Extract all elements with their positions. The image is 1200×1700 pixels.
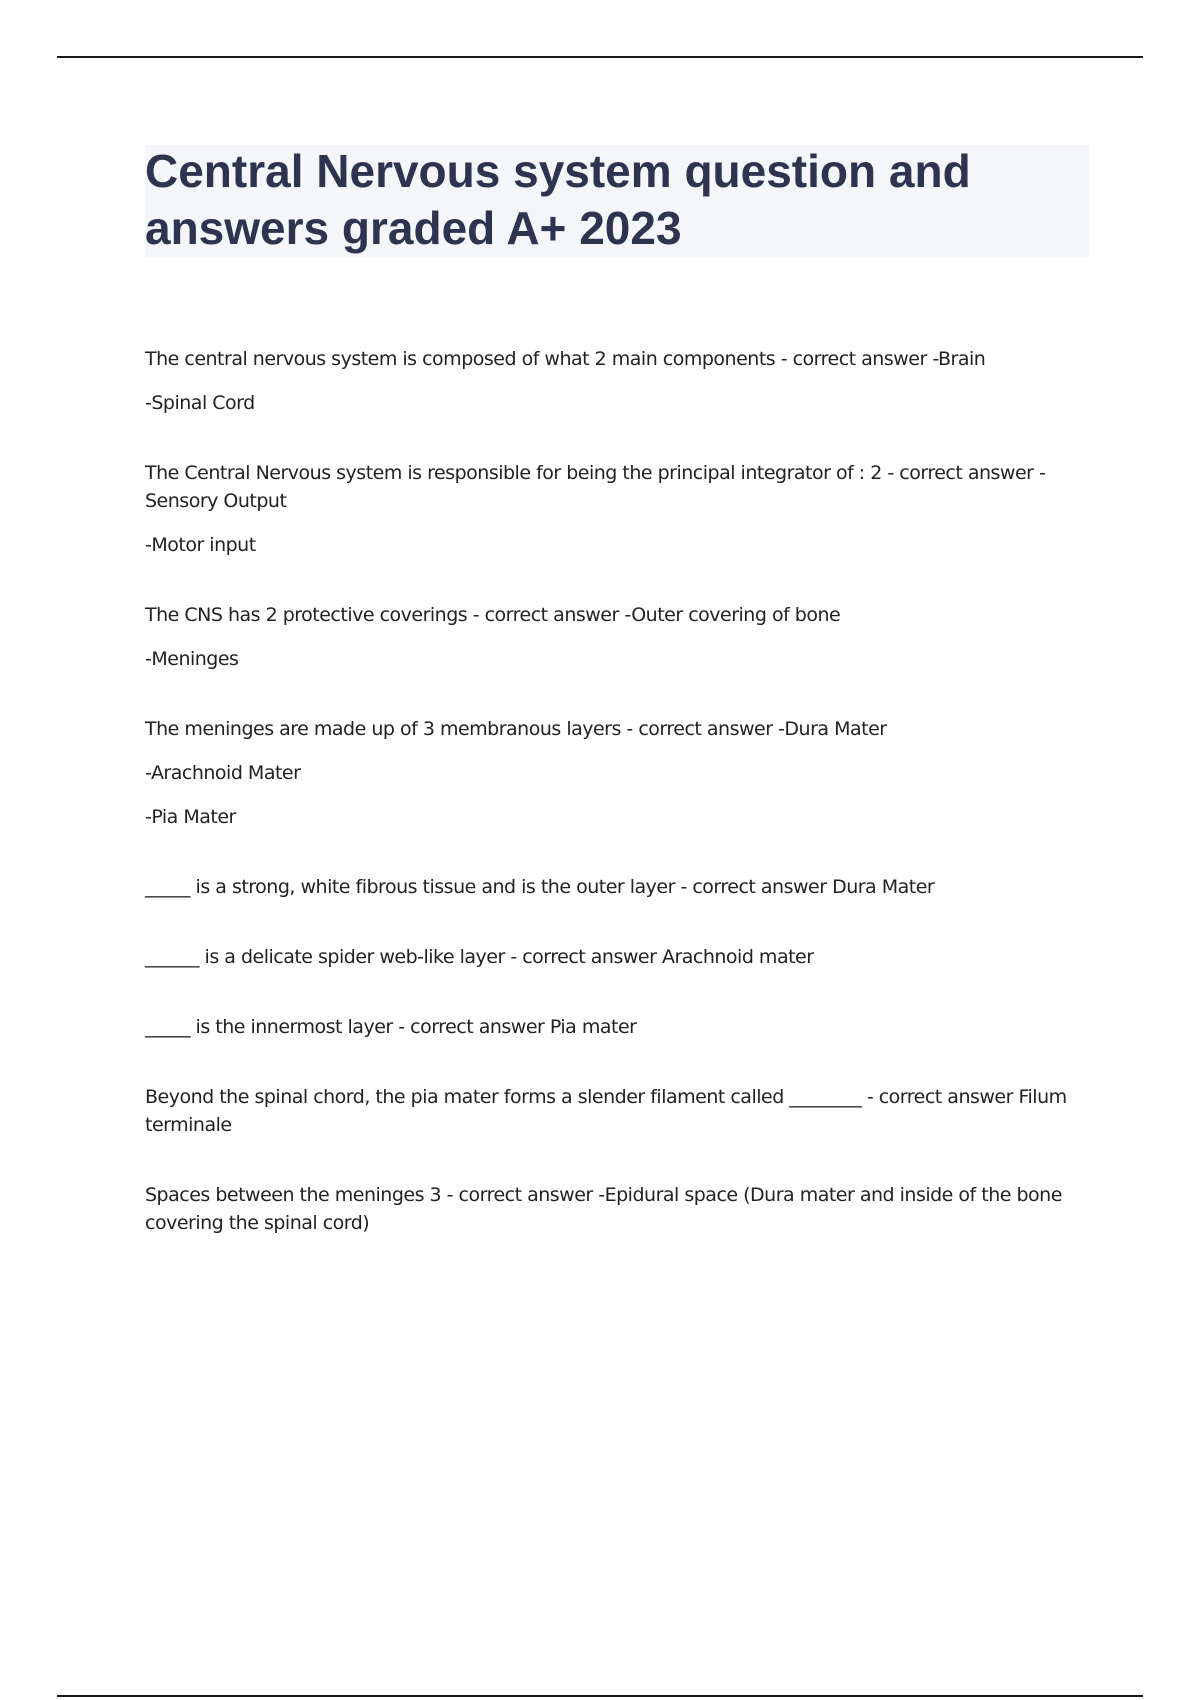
answer-line: -Arachnoid Mater bbox=[145, 762, 301, 784]
qa-item bbox=[145, 1181, 1085, 1237]
answer-line: -Motor input bbox=[145, 534, 256, 556]
question-line: _____ is the innermost layer - correct answer Pia mater bbox=[145, 1016, 637, 1038]
answer-line: -Meninges bbox=[145, 648, 239, 670]
qa-item bbox=[145, 873, 1085, 901]
qa-item bbox=[145, 1083, 1085, 1139]
question-line: Spaces between the meninges 3 - correct answer -Epidural space (Dura mater and inside of the bone covering the spinal cord) bbox=[145, 1184, 1062, 1234]
question-line: Beyond the spinal chord, the pia mater forms a slender filament called ________ - correct answer Filum terminale bbox=[145, 1086, 1067, 1136]
question-line: ______ is a delicate spider web-like layer - correct answer Arachnoid mater bbox=[145, 946, 814, 968]
question-line: The meninges are made up of 3 membranous layers - correct answer -Dura Mater bbox=[145, 718, 887, 740]
answer-line: -Spinal Cord bbox=[145, 392, 255, 414]
document-title: Central Nervous system question and answers graded A+ 2023 bbox=[145, 145, 971, 254]
question-line: The CNS has 2 protective coverings - correct answer -Outer covering of bone bbox=[145, 604, 841, 626]
qa-item bbox=[145, 345, 1085, 417]
top-rule bbox=[57, 56, 1143, 58]
title-banner bbox=[145, 145, 1089, 257]
qa-item bbox=[145, 601, 1085, 673]
bottom-rule bbox=[57, 1695, 1143, 1697]
qa-item bbox=[145, 943, 1085, 971]
answer-line: -Pia Mater bbox=[145, 806, 236, 828]
qa-list bbox=[145, 345, 1085, 1279]
qa-item bbox=[145, 459, 1085, 559]
question-line: The Central Nervous system is responsible for being the principal integrator of : 2 - correct answer -Sensory Output bbox=[145, 462, 1046, 512]
question-line: _____ is a strong, white fibrous tissue and is the outer layer - correct answer Dura Mater bbox=[145, 876, 935, 898]
qa-item bbox=[145, 1013, 1085, 1041]
qa-item bbox=[145, 715, 1085, 831]
question-line: The central nervous system is composed of what 2 main components - correct answer -Brain bbox=[145, 348, 986, 370]
